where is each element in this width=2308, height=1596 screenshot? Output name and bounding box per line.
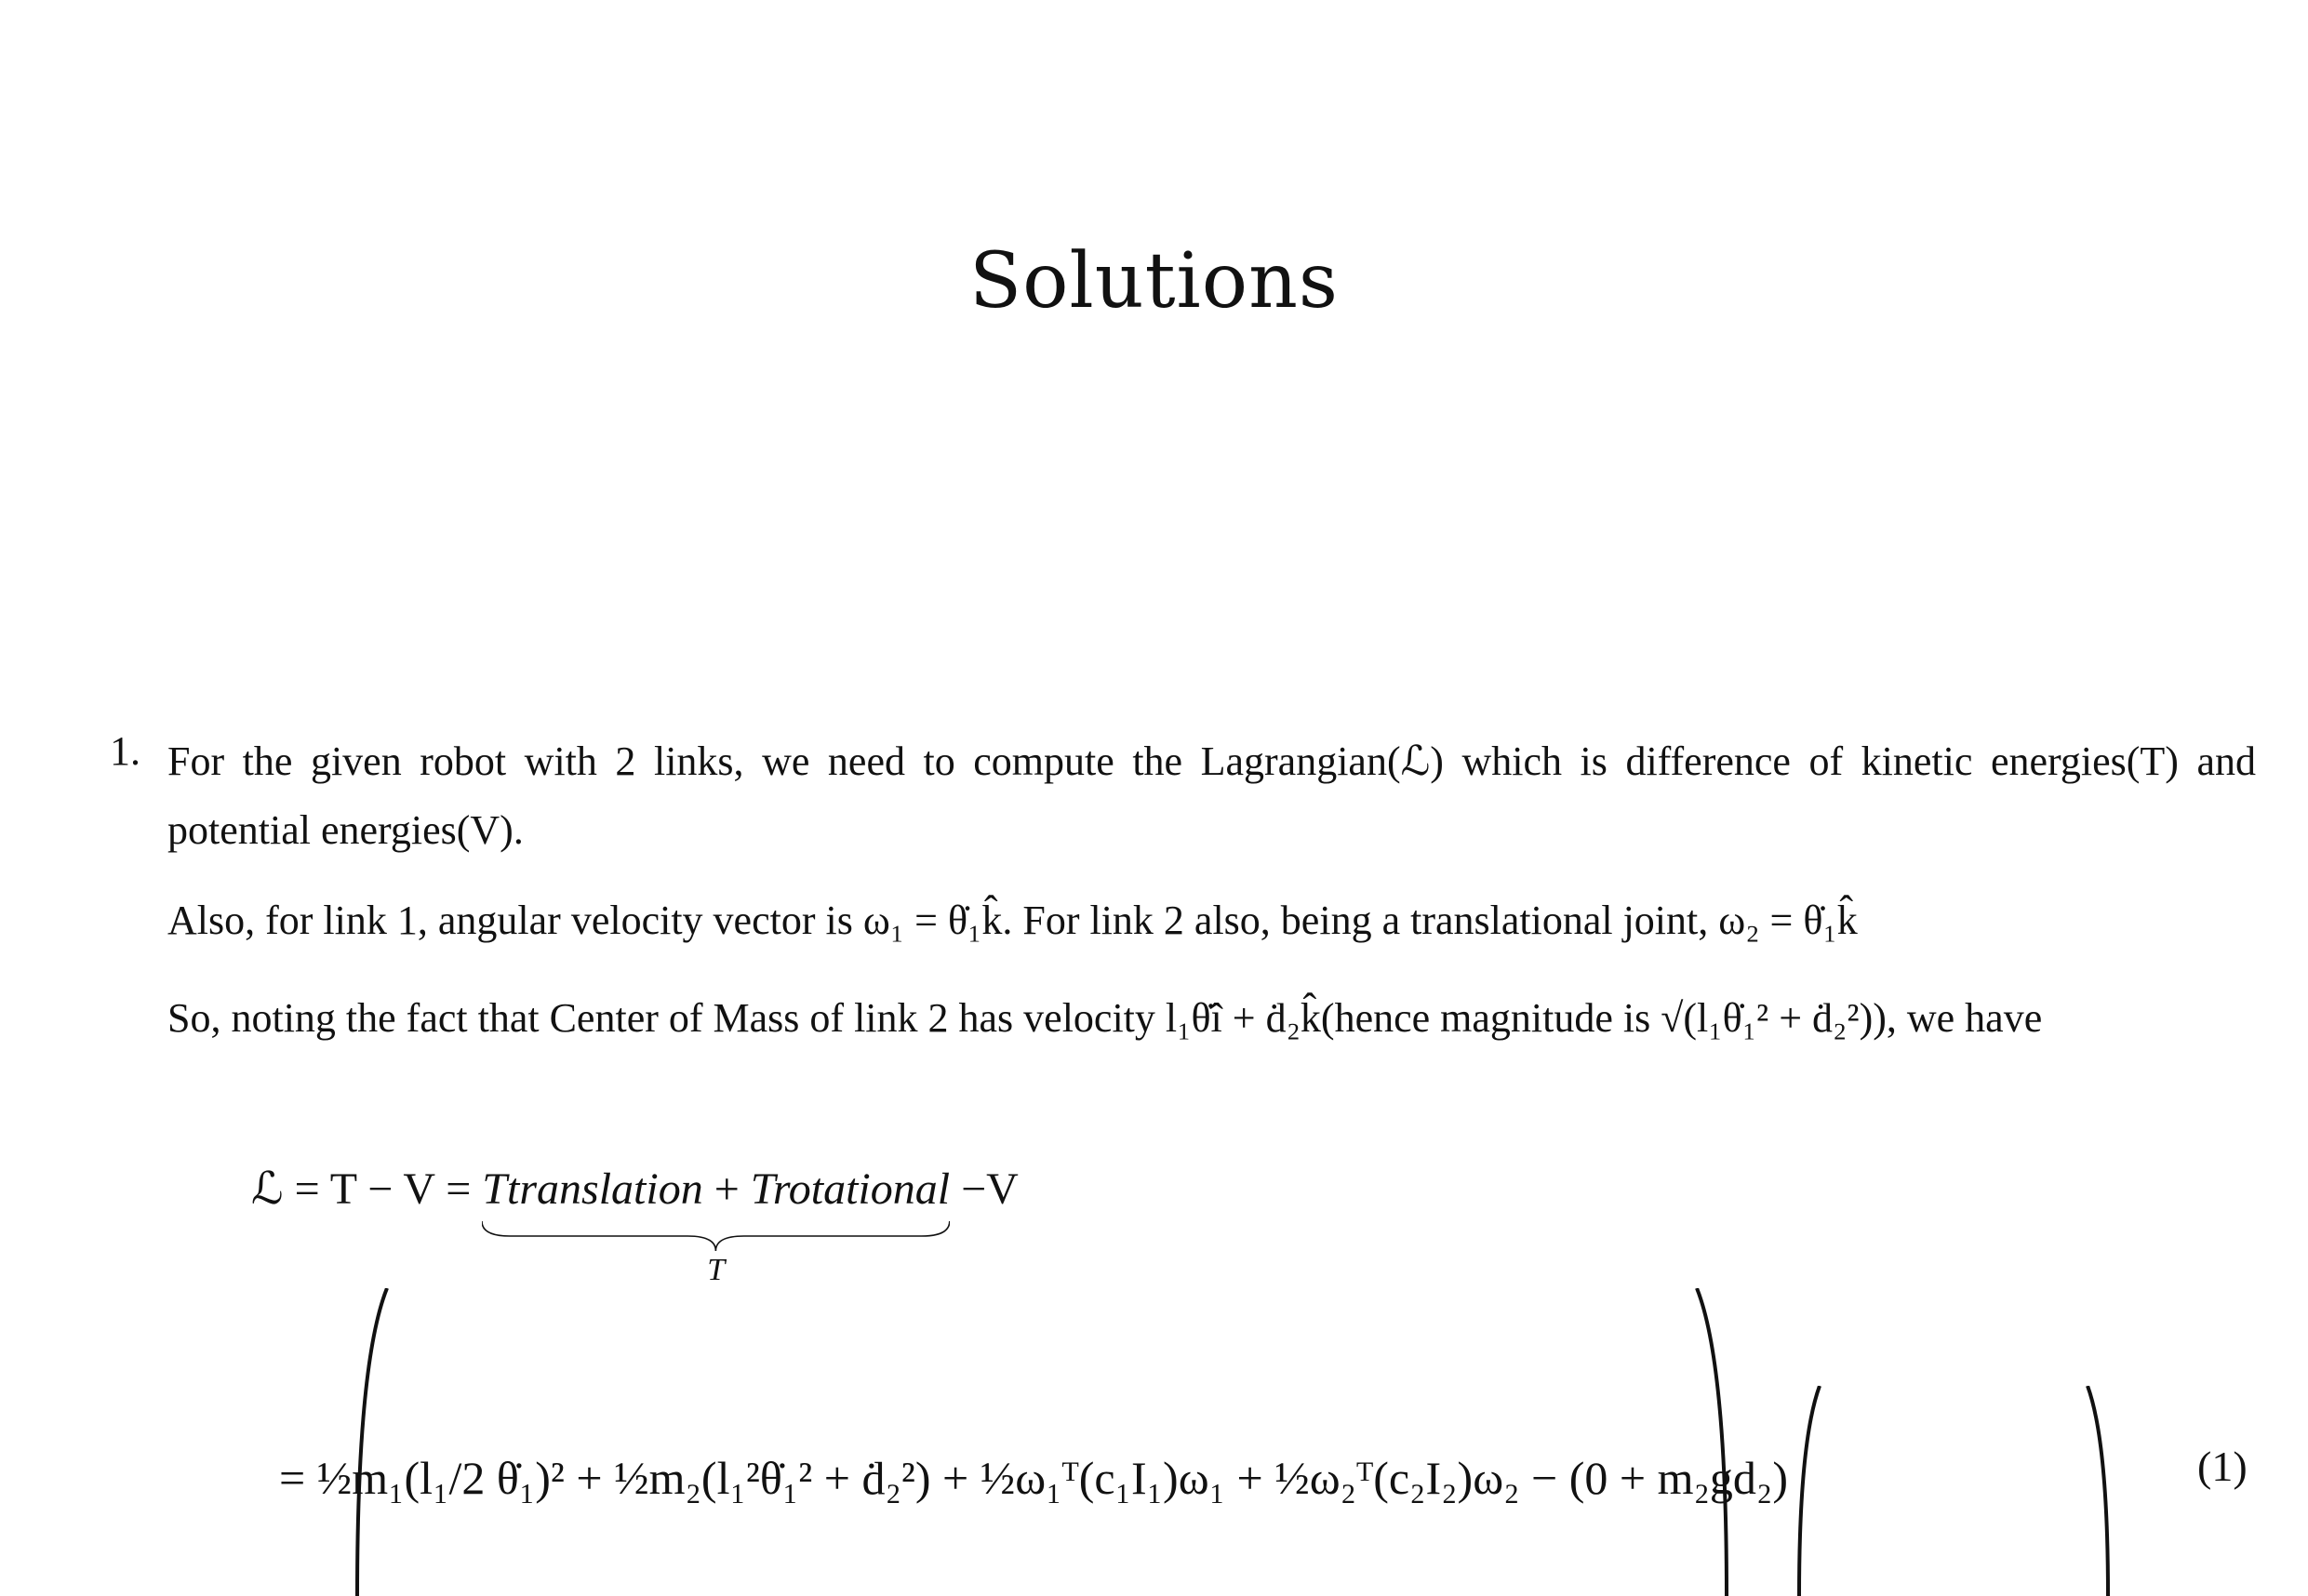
lagrangian-definition xyxy=(251,1163,1019,1287)
left-potential-paren xyxy=(1795,1386,1823,1596)
underbrace xyxy=(482,1217,950,1255)
minus-potential: −V xyxy=(950,1164,1019,1214)
paragraph-angular-velocity: Also, for link 1, angular velocity vector is ω₁ = θ̇₁k̂. For link 2 also, being a translational joint, ω₂ = θ̇₁k̂ xyxy=(167,898,1858,943)
underbrace-label: T xyxy=(707,1253,726,1287)
lagrangian-lhs: ℒ = T − V = xyxy=(251,1164,483,1214)
equation-number: (1) xyxy=(2197,1443,2248,1490)
term-rotational: Trotational xyxy=(750,1164,951,1214)
term-translation: Ttranslation xyxy=(482,1164,703,1214)
paragraph-intro: For the given robot with 2 links, we need to compute the Lagrangian(ℒ) which is difference of kinetic energies(T) and potential energies(V). xyxy=(167,738,2256,853)
plus-sign: + xyxy=(702,1164,751,1214)
page-title: Solutions xyxy=(968,237,1340,326)
right-big-paren xyxy=(1693,1288,1730,1596)
kinetic-energy-group xyxy=(482,1164,951,1287)
left-big-paren xyxy=(354,1288,391,1596)
paragraph-center-of-mass: So, noting the fact that Center of Mass of link 2 has velocity l₁θ̇î + ḋ₂k̂(hence magnitude is √(l₁θ̇₁² + ḋ₂²)), we have xyxy=(167,995,2043,1041)
lagrangian-expansion: = ½m₁(l₁/2 θ̇₁)² + ½m₂(l₁²θ̇₁² + ḋ₂²) + ½ω₁ᵀ(c₁I₁)ω₁ + ½ω₂ᵀ(c₂I₂)ω₂ − (0 + m₂gd₂) xyxy=(279,1452,1788,1504)
list-item-number: 1. xyxy=(110,728,140,774)
right-potential-paren xyxy=(2084,1386,2112,1596)
